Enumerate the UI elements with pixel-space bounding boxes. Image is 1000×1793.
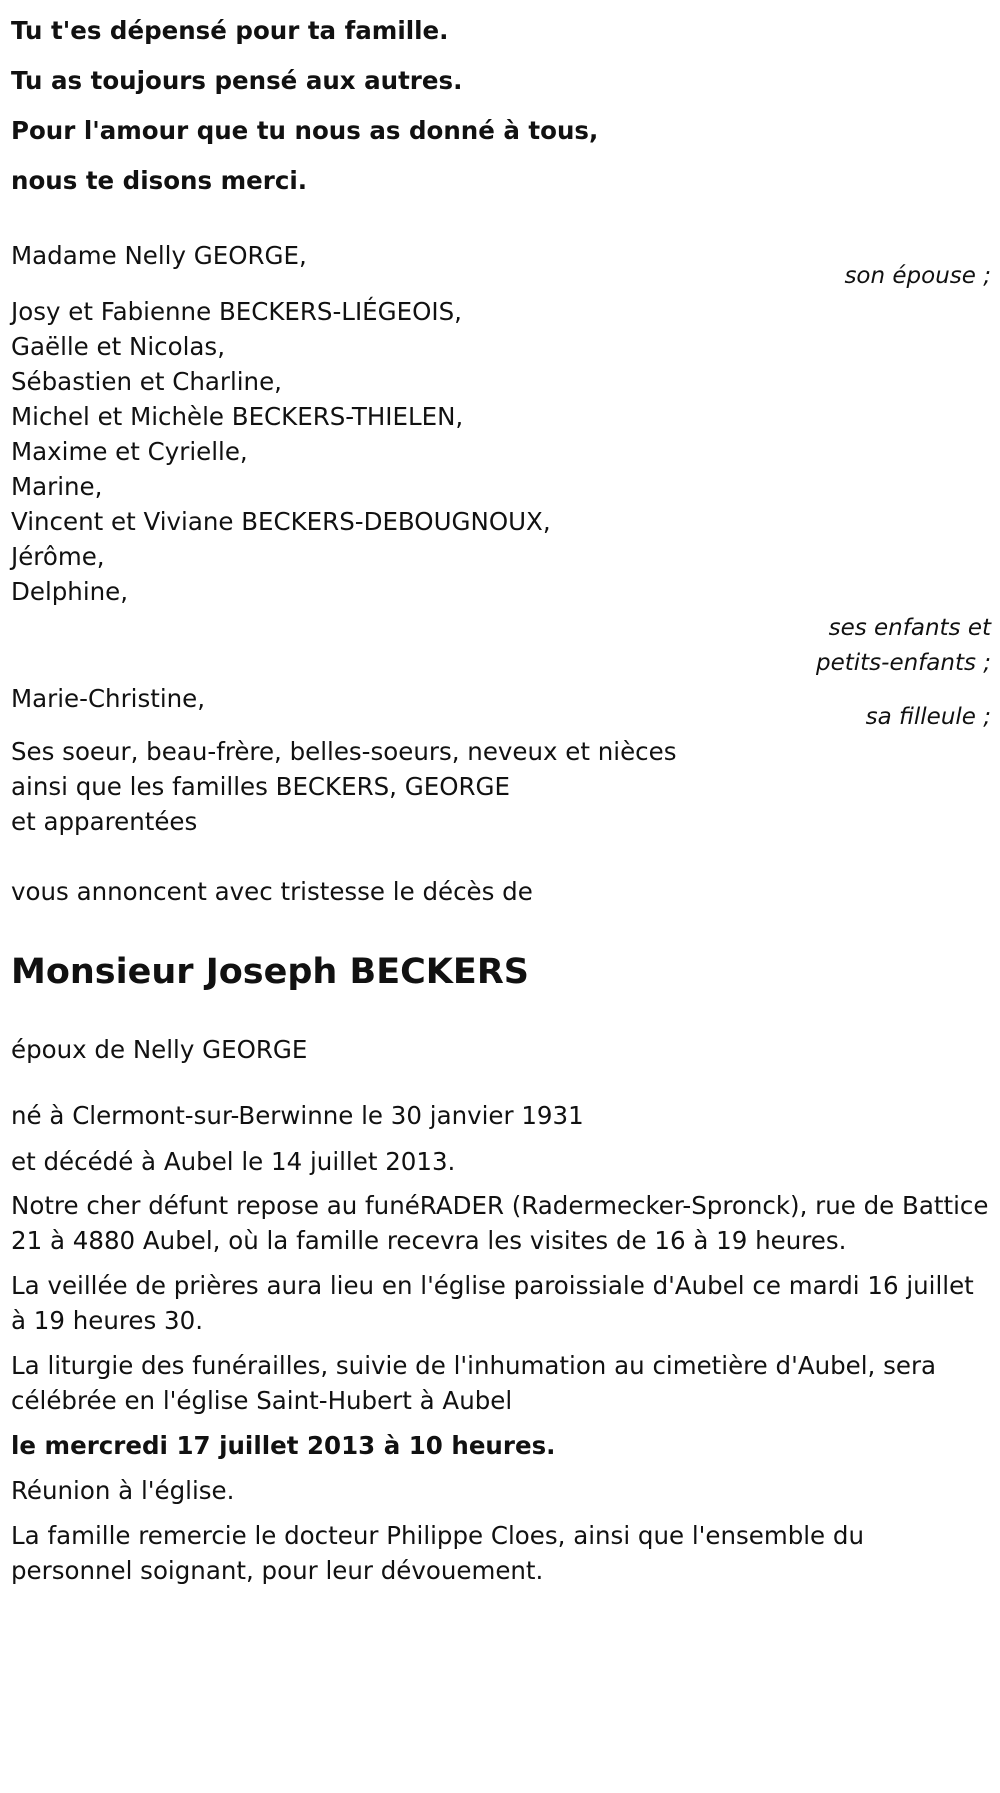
announcement: vous annoncent avec tristesse le décès de xyxy=(11,877,533,906)
vigil-paragraph: La veillée de prières aura lieu en l'église paroissiale d'Aubel ce mardi 16 juillet à 19 heures 30. xyxy=(11,1271,974,1335)
relatives-line: et apparentées xyxy=(11,807,198,836)
spouse-of: époux de Nelly GEORGE xyxy=(11,1035,308,1064)
child-name: Gaëlle et Nicolas, xyxy=(11,332,225,361)
children-role-line1: ses enfants et xyxy=(828,615,991,641)
child-name: Sébastien et Charline, xyxy=(11,367,282,396)
spouse-block xyxy=(11,236,991,289)
child-name: Vincent et Viviane BECKERS-DEBOUGNOUX, xyxy=(11,507,551,536)
meeting-paragraph: Réunion à l'église. xyxy=(11,1476,235,1505)
poem-line: Pour l'amour que tu nous as donné à tous, xyxy=(11,116,599,145)
liturgy-paragraph: La liturgie des funérailles, suivie de l'inhumation au cimetière d'Aubel, sera célébrée en l'église Saint-Hubert à Aubel xyxy=(11,1351,937,1415)
poem xyxy=(11,6,991,206)
spouse-role: son épouse ; xyxy=(844,263,991,289)
relatives-block xyxy=(11,734,991,839)
birth-line: né à Clermont-sur-Berwinne le 30 janvier 1931 xyxy=(11,1101,584,1130)
goddaughter-role: sa filleule ; xyxy=(865,704,991,730)
child-name: Josy et Fabienne BECKERS-LIÉGEOIS, xyxy=(11,297,462,326)
death-line: et décédé à Aubel le 14 juillet 2013. xyxy=(11,1147,456,1176)
children-role-line2: petits-enfants ; xyxy=(815,650,991,676)
poem-line: Tu t'es dépensé pour ta famille. xyxy=(11,16,449,45)
child-name: Jérôme, xyxy=(11,542,105,571)
deceased-name: Monsieur Joseph BECKERS xyxy=(11,952,529,992)
poem-line: Tu as toujours pensé aux autres. xyxy=(11,66,463,95)
children-block xyxy=(11,294,991,679)
goddaughter-block xyxy=(11,679,991,734)
thanks-paragraph: La famille remercie le docteur Philippe Cloes, ainsi que l'ensemble du personnel soignant, pour leur dévouement. xyxy=(11,1521,865,1585)
child-name: Maxime et Cyrielle, xyxy=(11,437,248,466)
goddaughter-name: Marie-Christine, xyxy=(11,684,206,713)
child-name: Michel et Michèle BECKERS-THIELEN, xyxy=(11,402,464,431)
poem-line: nous te disons merci. xyxy=(11,166,308,195)
relatives-line: Ses soeur, beau-frère, belles-soeurs, neveux et nièces xyxy=(11,737,677,766)
obituary-document xyxy=(11,6,991,1598)
spouse-name: Madame Nelly GEORGE, xyxy=(11,241,307,270)
child-name: Marine, xyxy=(11,472,103,501)
funeral-date: le mercredi 17 juillet 2013 à 10 heures. xyxy=(11,1431,556,1460)
child-name: Delphine, xyxy=(11,577,129,606)
rest-paragraph: Notre cher défunt repose au funéRADER (Radermecker-Spronck), rue de Battice 21 à 4880 Aubel, où la famille recevra les visites de 16 à 19 heures. xyxy=(11,1191,989,1255)
relatives-line: ainsi que les familles BECKERS, GEORGE xyxy=(11,772,510,801)
